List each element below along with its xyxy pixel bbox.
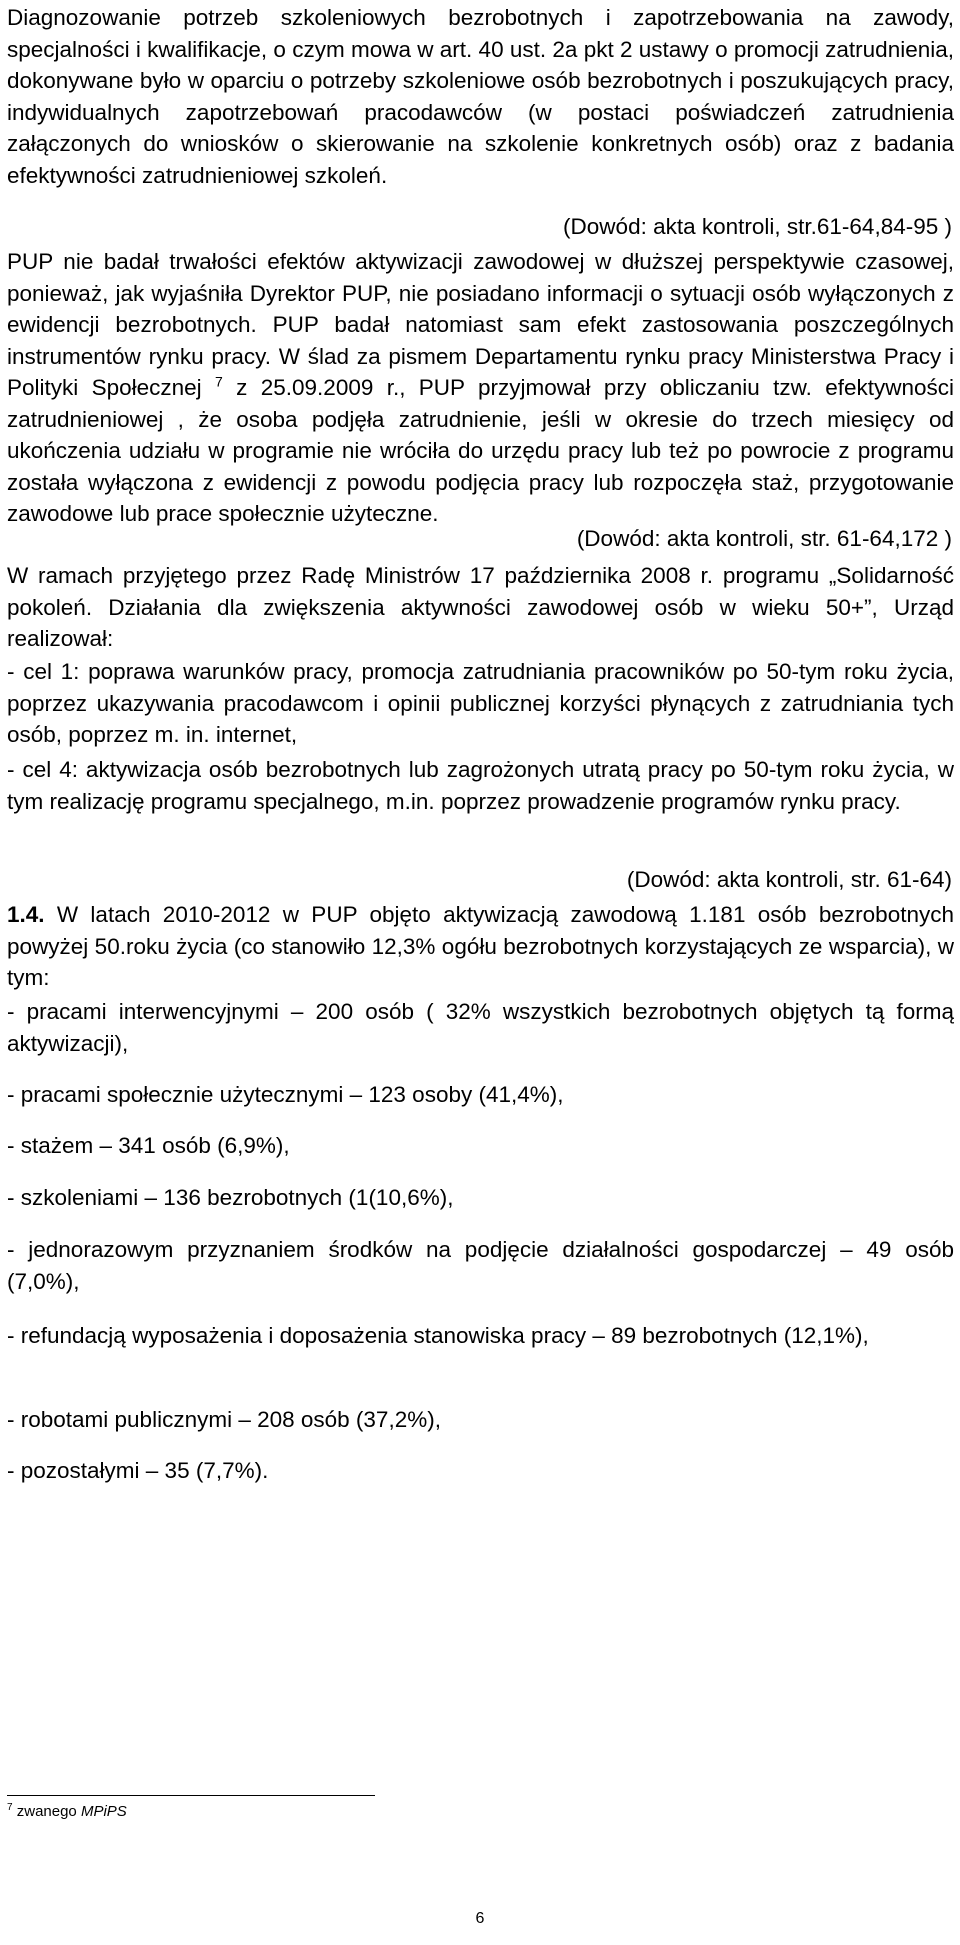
footnote-number: 7 (7, 1802, 13, 1813)
list-item: - stażem – 341 osób (6,9%), (7, 1133, 290, 1158)
evidence-reference: (Dowód: akta kontroli, str.61-64,84-95 ) (563, 214, 952, 239)
footnote-abbreviation: MPiPS (80, 1803, 127, 1820)
section-number: 1.4. (7, 902, 45, 927)
paragraph-solidarity-program: W ramach przyjętego przez Radę Ministrów 17 października 2008 r. programu „Solidarność pokoleń. Działania dla zwiększenia aktywności zawodowej osób w wieku 50+”, Urząd realizował: (7, 563, 954, 651)
footnote (7, 1803, 127, 1821)
evidence-reference: (Dowód: akta kontroli, str. 61-64) (626, 867, 952, 892)
page-number: 6 (475, 1910, 485, 1927)
paragraph-training-needs: Diagnozowanie potrzeb szkoleniowych bezrobotnych i zapotrzebowania na zawody, specjalności i kwalifikacje, o czym mowa w art. 40 ust. 2a pkt 2 ustawy o promocji zatrudnienia, dokonywane było w oparciu o potrzeby szkoleniowe osób bezrobotnych i poszukujących pracy, indywidualnych zapotrzebowań pracodawców (w postaci poświadczeń zatrudnienia załączonych do wniosków o skierowanie na szkolenie konkretnych osób) oraz z badania efektywności zatrudnieniowej szkoleń. (7, 5, 954, 188)
list-item: - pracami interwencyjnymi – 200 osób ( 32% wszystkich bezrobotnych objętych tą formą aktywizacji), (7, 999, 954, 1056)
footnote-text: zwanego (12, 1803, 81, 1820)
list-item: - pracami społecznie użytecznymi – 123 osoby (41,4%), (7, 1082, 564, 1107)
section-1-4 (7, 899, 954, 994)
footnote-marker: 7 (215, 373, 223, 390)
paragraph-text: W latach 2010-2012 w PUP objęto aktywizacją zawodową 1.181 osób bezrobotnych powyżej 50.roku życia (co stanowiło 12,3% ogółu bezrobotnych korzystających ze wsparcia), w tym: (7, 902, 954, 990)
paragraph-goal-4: - cel 4: aktywizacja osób bezrobotnych lub zagrożonych utratą pracy po 50-tym roku życia, w tym realizację programu specjalnego, m.in. poprzez prowadzenie programów rynku pracy. (7, 757, 954, 814)
list-item: - jednorazowym przyznaniem środków na podjęcie działalności gospodarczej – 49 osób (7,0%), (7, 1237, 954, 1294)
paragraph-text: z 25.09.2009 r., PUP przyjmował przy obliczaniu tzw. efektywności zatrudnieniowej , że osoba podjęła zatrudnienie, jeśli w okresie do trzech miesięcy od ukończenia udziału w programie nie wróciła do urzędu pracy lub też po powrocie z programu została wyłączona z ewidencji z powodu podjęcia pracy lub rozpoczęła staż, przygotowanie zawodowe lub prace społecznie użyteczne. (7, 375, 954, 526)
paragraph-effect-durability (7, 246, 954, 530)
footnote-separator (7, 1795, 375, 1796)
evidence-reference: (Dowód: akta kontroli, str. 61-64,172 ) (576, 526, 952, 551)
paragraph-text: PUP nie badał trwałości efektów aktywizacji zawodowej w dłuższej perspektywie czasowej, ponieważ, jak wyjaśniła Dyrektor PUP, nie posiadano informacji o sytuacji osób wyłączonych z ewidencji bezrobotnych. PUP badał natomiast sam efekt zastosowania poszczególnych instrumentów rynku pracy. W ślad za pismem Departamentu rynku pracy Ministerstwa Pracy i Polityki Społecznej (7, 249, 954, 400)
paragraph-goal-1: - cel 1: poprawa warunków pracy, promocja zatrudniania pracowników po 50-tym roku życia, poprzez ukazywania pracodawcom i opinii publicznej korzyści płynących z zatrudniania tych osób, poprzez m. in. internet, (7, 659, 954, 747)
list-item: - robotami publicznymi – 208 osób (37,2%), (7, 1407, 441, 1432)
list-item: - pozostałymi – 35 (7,7%). (7, 1458, 269, 1483)
list-item: - szkoleniami – 136 bezrobotnych (1(10,6%), (7, 1185, 454, 1210)
list-item: - refundacją wyposażenia i doposażenia stanowiska pracy – 89 bezrobotnych (12,1%), (7, 1323, 869, 1348)
